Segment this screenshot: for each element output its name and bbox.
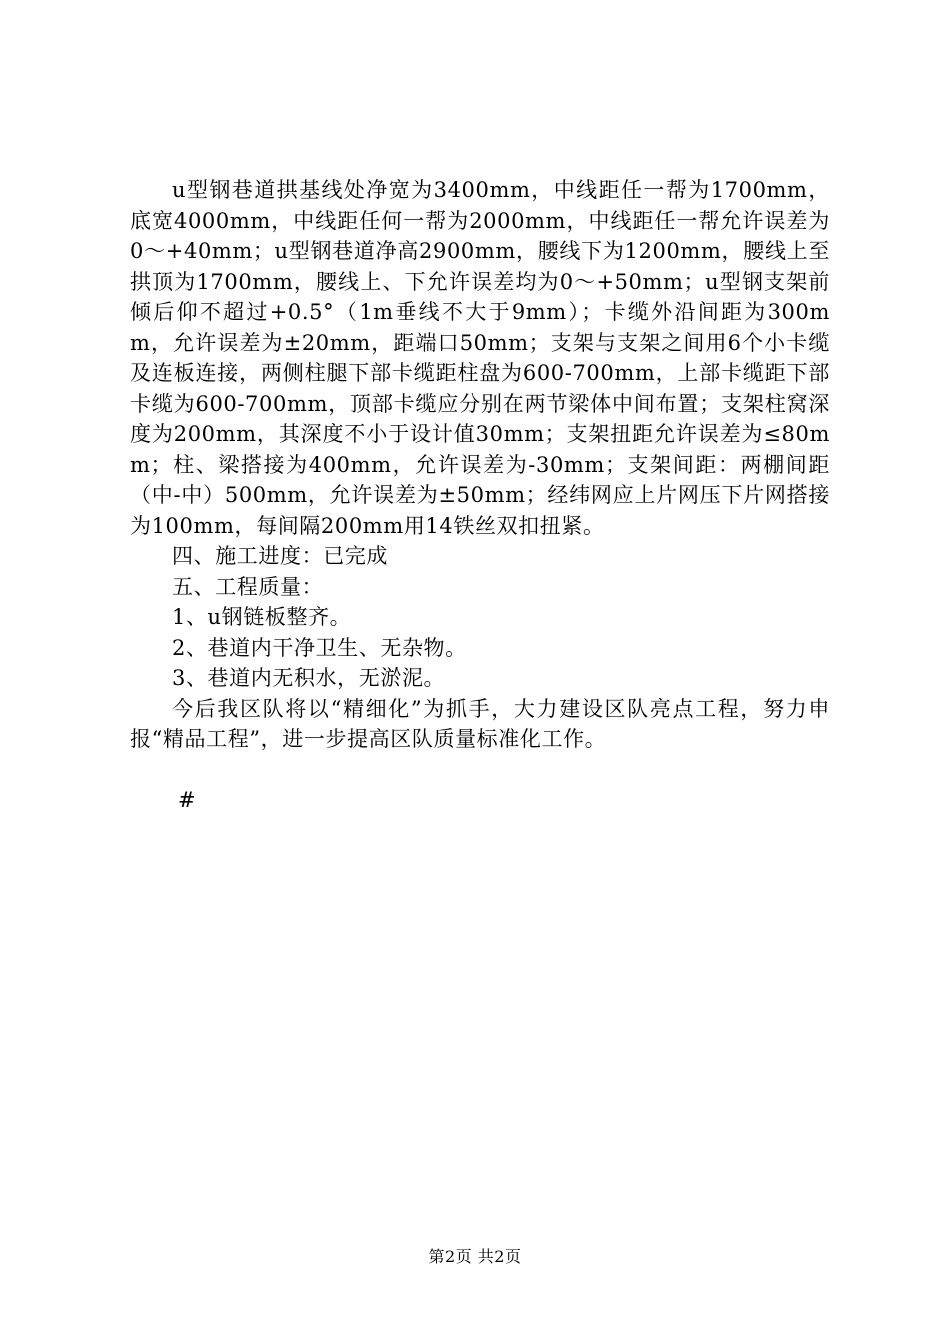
hash-mark: # xyxy=(178,787,197,812)
quality-item-3: 3、巷道内无积水，无淤泥。 xyxy=(172,666,446,690)
document-body xyxy=(130,175,830,815)
section-4-progress: 四、施工进度：已完成 xyxy=(172,544,388,568)
page-footer: 第2页 共2页 xyxy=(428,1247,522,1266)
spec-paragraph: u型钢巷道拱基线处净宽为3400mm，中线距任一帮为1700mm，底宽4000mm，中线距任何一帮为2000mm，中线距任一帮允许误差为0～+40mm；u型钢巷道净高2900mm，腰线下为1200mm，腰线上至拱顶为1700mm，腰线上、下允许误差均为0～+50mm；u型钢支架前倾后仰不超过+0.5°（1m垂线不大于9mm）；卡缆外沿间距为300mm，允许误差为±20mm，距端口50mm；支架与支架之间用6个小卡缆及连板连接，两侧柱腿下部卡缆距柱盘为600-700mm，上部卡缆距下部卡缆为600-700mm，顶部卡缆应分别在两节梁体中间布置；支架柱窝深度为200mm，其深度不小于设计值30mm；支架扭距允许误差为≤80mm；柱、梁搭接为400mm，允许误差为-30mm；支架间距：两棚间距（中-中）500mm，允许误差为±50mm；经纬网应上片网压下片网搭接为100mm，每间隔200mm用14铁丝双扣扭紧。 xyxy=(130,178,830,538)
quality-item-2: 2、巷道内干净卫生、无杂物。 xyxy=(172,635,467,660)
quality-item-1: 1、u钢链板整齐。 xyxy=(172,605,352,629)
section-5-heading: 五、工程质量： xyxy=(172,574,324,599)
closing-paragraph: 今后我区队将以“精细化”为抓手，大力建设区队亮点工程，努力申报“精品工程”，进一步提高区队质量标准化工作。 xyxy=(130,696,830,751)
